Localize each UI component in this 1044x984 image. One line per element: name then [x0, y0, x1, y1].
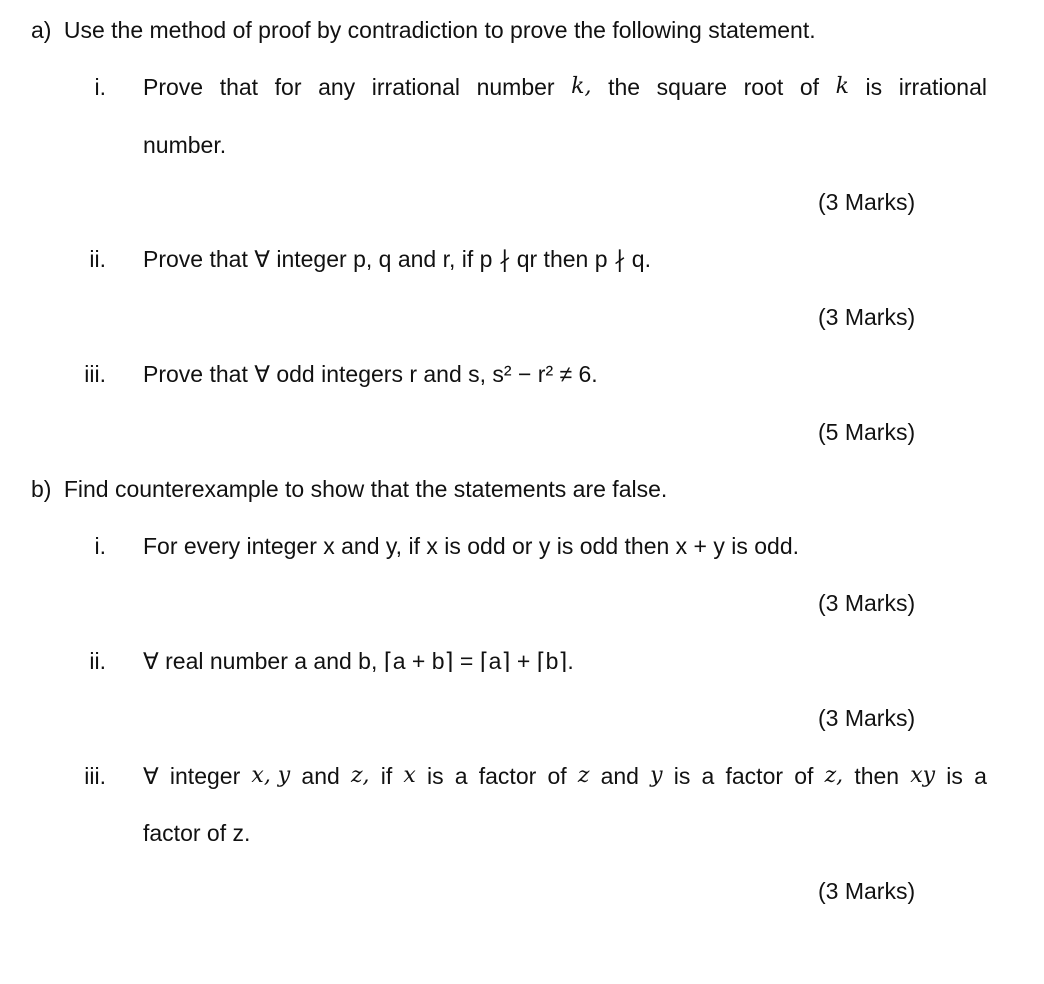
a-ii-marks: (3 Marks)	[818, 304, 916, 330]
word: square	[656, 74, 727, 100]
b-ii-text: ∀ real number a and b, ⌈a + b⌉ = ⌈a⌉ + ⌈b⌉.	[143, 648, 574, 674]
part-a-label: a)	[31, 17, 52, 43]
word: and	[301, 763, 340, 789]
math-xy: x, y	[251, 763, 291, 788]
b-iii-marks: (3 Marks)	[818, 878, 916, 904]
word: irrational	[371, 74, 460, 100]
word: integer	[169, 763, 241, 789]
part-a-heading-text: Use the method of proof by contradiction to prove the following statement.	[63, 17, 816, 43]
a-iii-marks: (5 Marks)	[818, 419, 916, 445]
part-b-heading-text: Find counterexample to show that the statements are false.	[63, 476, 668, 502]
word: root	[743, 74, 784, 100]
word: irrational	[898, 74, 987, 100]
b-iii-line1	[143, 763, 987, 790]
word: a	[701, 763, 715, 789]
b-ii-marks: (3 Marks)	[818, 705, 916, 731]
math-z: z,	[350, 763, 370, 788]
a-ii-text: Prove that ∀ integer p, q and r, if p ∤ qr then p ∤ q.	[143, 246, 651, 272]
a-i-line1	[143, 74, 987, 101]
a-iii-number: iii.	[84, 361, 106, 387]
math-z: z,	[824, 763, 844, 788]
word: for	[274, 74, 302, 100]
word: is	[426, 763, 444, 789]
word: of	[794, 763, 814, 789]
word: factor	[725, 763, 784, 789]
math-k: k	[835, 74, 849, 99]
b-i-marks: (3 Marks)	[818, 590, 916, 616]
b-iii-line2: factor of z.	[143, 820, 251, 846]
word: if	[380, 763, 393, 789]
word: and	[600, 763, 639, 789]
math-x: x	[403, 763, 416, 788]
word: ∀	[143, 763, 159, 789]
word: then	[854, 763, 900, 789]
word: that	[219, 74, 259, 100]
a-i-marks: (3 Marks)	[818, 189, 916, 215]
word: number	[476, 74, 555, 100]
word: of	[547, 763, 567, 789]
b-i-number: i.	[94, 533, 106, 559]
a-i-line2: number.	[143, 132, 227, 158]
word: is	[673, 763, 691, 789]
a-i-number: i.	[94, 74, 106, 100]
word: a	[454, 763, 468, 789]
b-iii-number: iii.	[84, 763, 106, 789]
word: of	[799, 74, 820, 100]
part-b-heading	[31, 476, 667, 503]
part-b-label: b)	[31, 476, 52, 502]
math-xy: xy	[910, 763, 936, 788]
part-a-heading	[31, 17, 816, 44]
b-i-text: For every integer x and y, if x is odd or y is odd then x + y is odd.	[143, 533, 800, 559]
word: the	[608, 74, 641, 100]
math-k: k,	[571, 74, 592, 99]
math-y: y	[650, 763, 663, 788]
word: Prove	[143, 74, 204, 100]
a-ii-number: ii.	[89, 246, 106, 272]
word: any	[318, 74, 356, 100]
b-ii-number: ii.	[89, 648, 106, 674]
math-z: z	[577, 763, 590, 788]
word: is	[946, 763, 963, 789]
a-iii-text: Prove that ∀ odd integers r and s, s² − r² ≠ 6.	[143, 361, 598, 387]
word: is	[865, 74, 883, 100]
word: factor	[478, 763, 537, 789]
word: a	[974, 763, 987, 789]
